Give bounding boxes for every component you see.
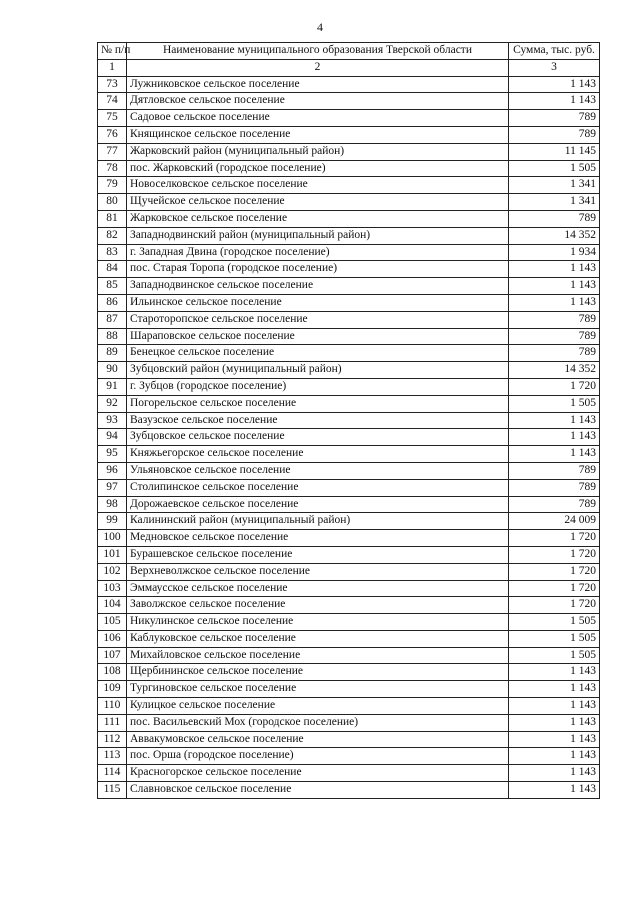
row-sum: 789 [509, 126, 600, 143]
row-number: 112 [98, 731, 127, 748]
row-name: Садовое сельское поселение [127, 110, 509, 127]
row-number: 82 [98, 227, 127, 244]
row-number: 107 [98, 647, 127, 664]
row-number: 89 [98, 345, 127, 362]
header-sum: Сумма, тыс. руб. [509, 43, 600, 60]
row-name: Погорельское сельское поселение [127, 395, 509, 412]
row-sum: 14 352 [509, 227, 600, 244]
row-number: 91 [98, 378, 127, 395]
table-row [98, 462, 600, 479]
table-row [98, 597, 600, 614]
row-number: 78 [98, 160, 127, 177]
row-name: Тургиновское сельское поселение [127, 681, 509, 698]
table-row [98, 748, 600, 765]
row-name: Щербининское сельское поселение [127, 664, 509, 681]
row-name: Бенецкое сельское поселение [127, 345, 509, 362]
header-name: Наименование муниципального образования Тверской области [127, 43, 509, 60]
page-number: 4 [317, 20, 323, 34]
row-number: 97 [98, 479, 127, 496]
row-sum: 1 720 [509, 563, 600, 580]
row-sum: 1 143 [509, 714, 600, 731]
table-row [98, 614, 600, 631]
header-number: № п/п [98, 43, 127, 60]
table-row [98, 698, 600, 715]
row-name: Зубцовский район (муниципальный район) [127, 362, 509, 379]
row-number: 99 [98, 513, 127, 530]
table-row [98, 328, 600, 345]
table-row [98, 143, 600, 160]
row-sum: 1 143 [509, 765, 600, 782]
table-row [98, 93, 600, 110]
row-sum: 1 143 [509, 782, 600, 799]
table-row [98, 429, 600, 446]
row-name: Бурашевское сельское поселение [127, 546, 509, 563]
table-row [98, 782, 600, 799]
column-index: 1 [98, 59, 127, 76]
row-sum: 1 720 [509, 580, 600, 597]
row-sum: 1 720 [509, 530, 600, 547]
row-name: Шараповское сельское поселение [127, 328, 509, 345]
row-name: Дятловское сельское поселение [127, 93, 509, 110]
row-sum: 1 505 [509, 395, 600, 412]
row-name: г. Западная Двина (городское поселение) [127, 244, 509, 261]
row-number: 95 [98, 446, 127, 463]
row-name: Никулинское сельское поселение [127, 614, 509, 631]
row-number: 111 [98, 714, 127, 731]
row-sum: 1 143 [509, 412, 600, 429]
row-number: 108 [98, 664, 127, 681]
row-name: Западнодвинское сельское поселение [127, 278, 509, 295]
table-row [98, 126, 600, 143]
row-name: пос. Васильевский Мох (городское поселение) [127, 714, 509, 731]
row-name: Кулицкое сельское поселение [127, 698, 509, 715]
table-row [98, 210, 600, 227]
row-sum: 1 143 [509, 681, 600, 698]
table-row [98, 294, 600, 311]
row-name: пос. Орша (городское поселение) [127, 748, 509, 765]
table-row [98, 479, 600, 496]
row-number: 81 [98, 210, 127, 227]
row-number: 84 [98, 261, 127, 278]
column-index: 3 [509, 59, 600, 76]
row-sum: 1 143 [509, 294, 600, 311]
row-sum: 1 143 [509, 731, 600, 748]
row-sum: 789 [509, 328, 600, 345]
row-number: 114 [98, 765, 127, 782]
row-number: 115 [98, 782, 127, 799]
row-number: 104 [98, 597, 127, 614]
row-number: 76 [98, 126, 127, 143]
row-sum: 789 [509, 496, 600, 513]
row-name: Ульяновское сельское поселение [127, 462, 509, 479]
table-row [98, 496, 600, 513]
row-name: Красногорское сельское поселение [127, 765, 509, 782]
row-number: 109 [98, 681, 127, 698]
row-name: Калининский район (муниципальный район) [127, 513, 509, 530]
table-row [98, 362, 600, 379]
row-sum: 1 143 [509, 698, 600, 715]
row-number: 101 [98, 546, 127, 563]
table-body [98, 76, 600, 798]
row-number: 90 [98, 362, 127, 379]
row-sum: 1 143 [509, 748, 600, 765]
row-sum: 1 720 [509, 378, 600, 395]
row-number: 98 [98, 496, 127, 513]
table-row [98, 177, 600, 194]
row-sum: 1 720 [509, 597, 600, 614]
row-name: Княжьегорское сельское поселение [127, 446, 509, 463]
table-row [98, 630, 600, 647]
row-sum: 1 505 [509, 647, 600, 664]
row-name: г. Зубцов (городское поселение) [127, 378, 509, 395]
table-row [98, 278, 600, 295]
row-number: 106 [98, 630, 127, 647]
table-row [98, 412, 600, 429]
row-name: Жарковское сельское поселение [127, 210, 509, 227]
column-index: 2 [127, 59, 509, 76]
row-sum: 1 505 [509, 160, 600, 177]
row-sum: 1 143 [509, 429, 600, 446]
table-header-row [98, 43, 600, 60]
row-number: 74 [98, 93, 127, 110]
row-number: 73 [98, 76, 127, 93]
row-number: 110 [98, 698, 127, 715]
row-sum: 1 143 [509, 278, 600, 295]
row-number: 113 [98, 748, 127, 765]
row-sum: 1 143 [509, 76, 600, 93]
row-number: 87 [98, 311, 127, 328]
row-name: Западнодвинский район (муниципальный район) [127, 227, 509, 244]
table-row [98, 664, 600, 681]
row-sum: 1 341 [509, 194, 600, 211]
row-number: 94 [98, 429, 127, 446]
row-sum: 14 352 [509, 362, 600, 379]
row-sum: 789 [509, 345, 600, 362]
table-row [98, 563, 600, 580]
row-number: 100 [98, 530, 127, 547]
row-number: 79 [98, 177, 127, 194]
table-row [98, 261, 600, 278]
table-row [98, 345, 600, 362]
table-row [98, 244, 600, 261]
row-name: Щучейское сельское поселение [127, 194, 509, 211]
row-name: Каблуковское сельское поселение [127, 630, 509, 647]
row-number: 103 [98, 580, 127, 597]
row-number: 77 [98, 143, 127, 160]
table-row [98, 227, 600, 244]
row-number: 96 [98, 462, 127, 479]
row-name: Медновское сельское поселение [127, 530, 509, 547]
row-name: Аввакумовское сельское поселение [127, 731, 509, 748]
table-row [98, 681, 600, 698]
row-number: 102 [98, 563, 127, 580]
row-name: Славновское сельское поселение [127, 782, 509, 799]
row-name: Верхневолжское сельское поселение [127, 563, 509, 580]
table-row [98, 378, 600, 395]
table-row [98, 160, 600, 177]
row-name: пос. Старая Торопа (городское поселение) [127, 261, 509, 278]
row-sum: 11 145 [509, 143, 600, 160]
row-sum: 789 [509, 462, 600, 479]
table-row [98, 530, 600, 547]
row-number: 86 [98, 294, 127, 311]
row-number: 93 [98, 412, 127, 429]
row-sum: 1 505 [509, 630, 600, 647]
row-sum: 1 143 [509, 93, 600, 110]
row-sum: 24 009 [509, 513, 600, 530]
table-row [98, 194, 600, 211]
row-sum: 1 934 [509, 244, 600, 261]
row-sum: 1 143 [509, 664, 600, 681]
row-name: Михайловское сельское поселение [127, 647, 509, 664]
row-number: 85 [98, 278, 127, 295]
row-name: пос. Жарковский (городское поселение) [127, 160, 509, 177]
row-number: 105 [98, 614, 127, 631]
registry-table [97, 42, 600, 799]
row-name: Дорожаевское сельское поселение [127, 496, 509, 513]
row-name: Жарковский район (муниципальный район) [127, 143, 509, 160]
row-sum: 789 [509, 311, 600, 328]
row-name: Столипинское сельское поселение [127, 479, 509, 496]
table-row [98, 546, 600, 563]
row-name: Зубцовское сельское поселение [127, 429, 509, 446]
row-name: Княщинское сельское поселение [127, 126, 509, 143]
row-sum: 1 341 [509, 177, 600, 194]
row-sum: 1 720 [509, 546, 600, 563]
table-row [98, 513, 600, 530]
row-number: 80 [98, 194, 127, 211]
row-name: Старотoропское сельское поселение [127, 311, 509, 328]
row-number: 92 [98, 395, 127, 412]
row-name: Ильинское сельское поселение [127, 294, 509, 311]
row-sum: 789 [509, 110, 600, 127]
row-name: Заволжское сельское поселение [127, 597, 509, 614]
column-index-row [98, 59, 600, 76]
row-sum: 1 505 [509, 614, 600, 631]
row-number: 75 [98, 110, 127, 127]
row-sum: 789 [509, 479, 600, 496]
table-row [98, 647, 600, 664]
row-name: Эммаусское сельское поселение [127, 580, 509, 597]
row-number: 88 [98, 328, 127, 345]
row-number: 83 [98, 244, 127, 261]
row-name: Новоселковское сельское поселение [127, 177, 509, 194]
table-row [98, 446, 600, 463]
table-row [98, 311, 600, 328]
table-row [98, 714, 600, 731]
table-row [98, 110, 600, 127]
row-sum: 1 143 [509, 261, 600, 278]
row-sum: 789 [509, 210, 600, 227]
row-name: Вазузское сельское поселение [127, 412, 509, 429]
table-row [98, 580, 600, 597]
table-row [98, 731, 600, 748]
row-sum: 1 143 [509, 446, 600, 463]
row-name: Лужниковское сельское поселение [127, 76, 509, 93]
table-row [98, 765, 600, 782]
table-row [98, 76, 600, 93]
table-row [98, 395, 600, 412]
